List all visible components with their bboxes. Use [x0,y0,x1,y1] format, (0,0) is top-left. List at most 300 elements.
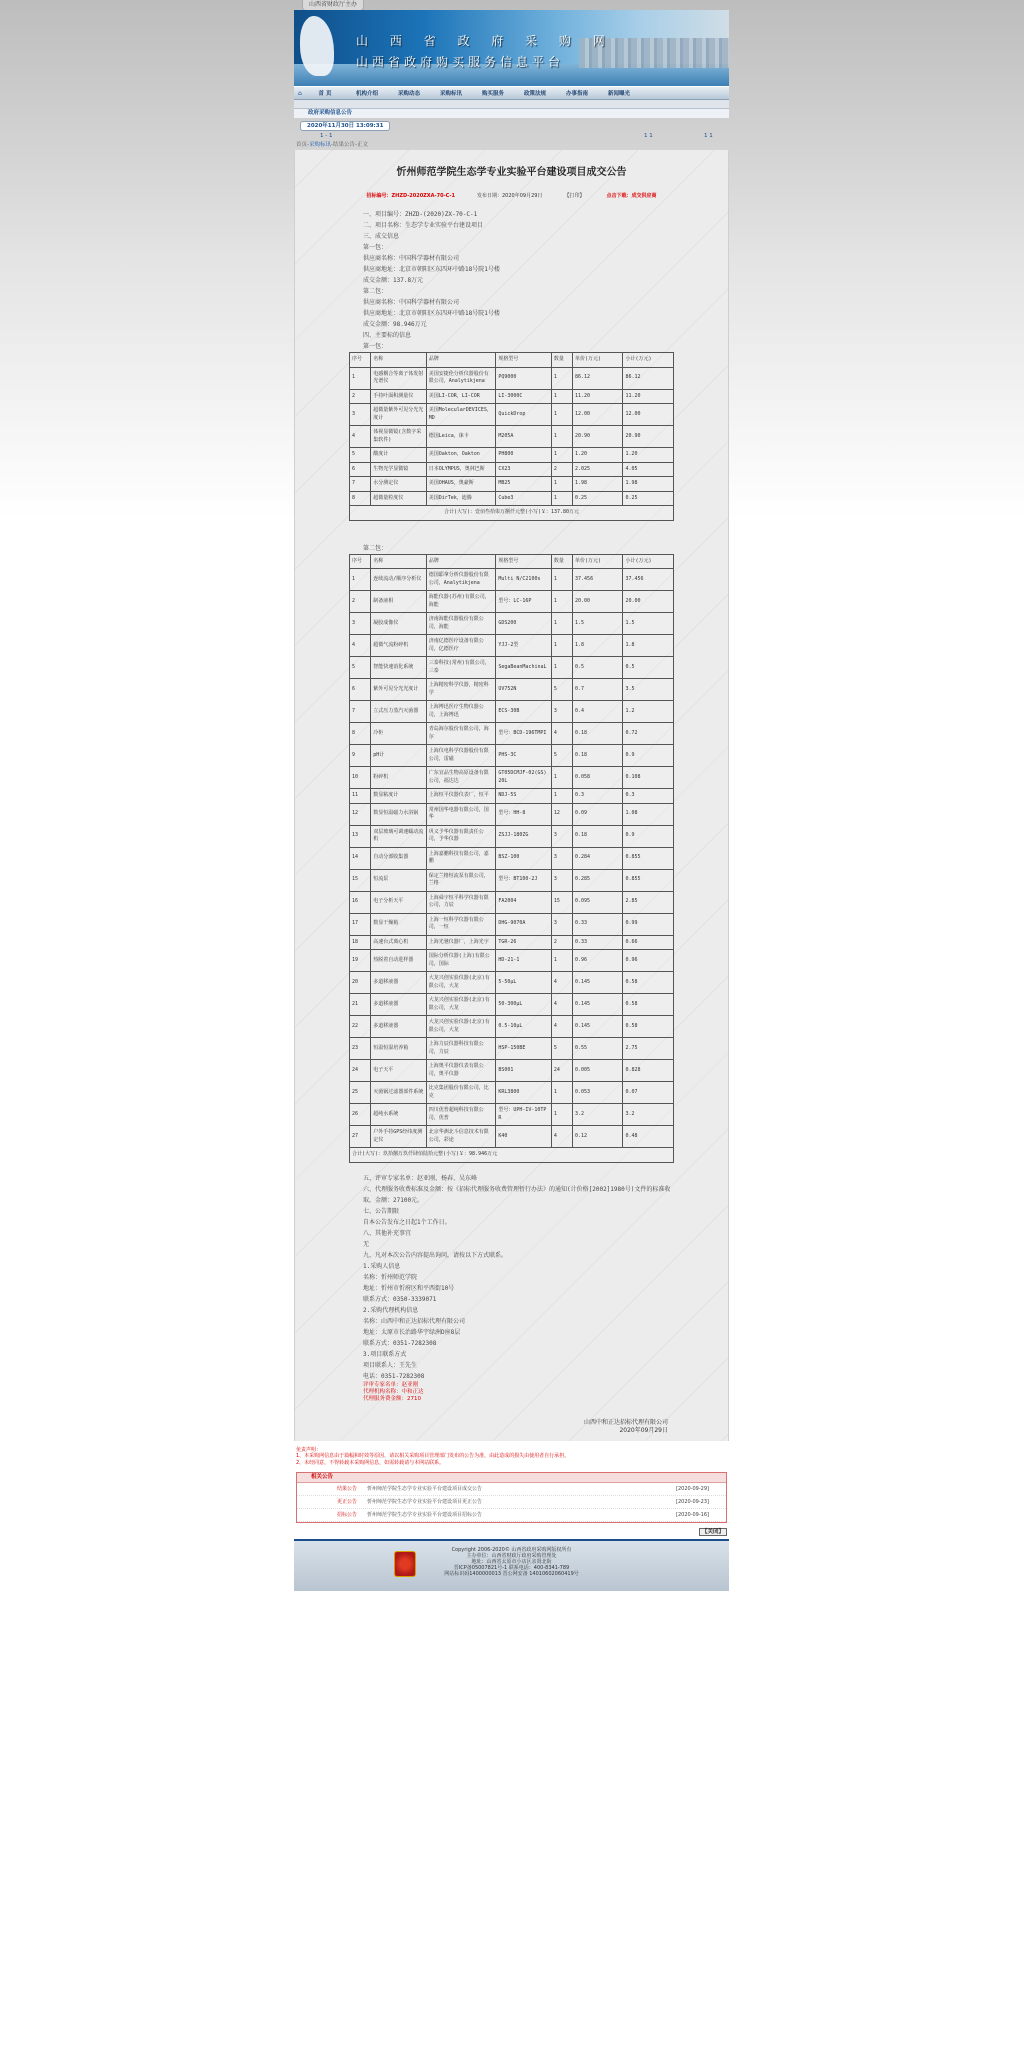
table-cell: 1.20 [573,448,623,463]
table-cell: 3 [551,847,572,869]
table-cell: 青岛海尔股份有限公司，海尔 [426,723,496,745]
table-cell: 0.855 [623,869,674,891]
table-cell: 6 [350,679,371,701]
table-cell: 16 [350,891,371,913]
pager-right[interactable]: 1 1 [704,133,713,139]
table-cell: 3 [551,701,572,723]
shanxi-map-icon [300,16,334,76]
table-cell: 济南海能仪器股份有限公司，海能 [426,613,496,635]
footer-line: Copyright 2006-2020© 山西省政府采购网版权所有 [451,1547,572,1553]
footer-line: 主办单位：山西省财政厅政府采购管理处 [466,1553,557,1559]
nav-about[interactable]: 机构介绍 [355,91,378,97]
table-cell: 20 [350,972,371,994]
section-line: 供应商名称：中国科学器材有限公司 [363,255,460,262]
table-header-cell: 名称 [371,554,427,569]
table-cell: 上海恒平仪器仪表厂，恒平 [426,789,496,804]
table-cell: 37.456 [623,569,674,591]
table-cell: 20.90 [623,426,674,448]
table-cell: Multi N/C2100s [496,569,552,591]
package2-label: 第二包： [363,544,388,552]
table-row [350,789,674,804]
table-cell: 1 [350,569,371,591]
table-cell: 0.4 [573,701,623,723]
table-cell: 1 [551,767,572,789]
table-cell: 20.90 [573,426,623,448]
table-cell: M205A [496,426,552,448]
project-number: 招标编号：ZHZD-2020ZXA-70-C-1 [366,193,455,199]
table-cell: 4 [551,994,572,1016]
related-title-link[interactable]: 忻州师范学院生态学专业实验平台建设项目成交公告 [367,1486,483,1492]
table-cell: 智能快速消化系统 [371,657,427,679]
table-cell: 0.96 [623,950,674,972]
table-cell: 0.33 [573,935,623,950]
table-cell: 12 [350,803,371,825]
table-cell: 连续流动/顺序分析仪 [371,569,427,591]
table-header-cell: 数量 [551,353,572,368]
table-cell: 多道移液器 [371,972,427,994]
top-bar [294,0,729,10]
section-line: 四、主要标的信息 [363,332,412,339]
table-cell: 0.9 [623,745,674,767]
table-cell: 0.25 [623,491,674,506]
table-cell: 1 [551,1104,572,1126]
table-cell: K40 [496,1126,552,1148]
table-cell: 14 [350,847,371,869]
table-cell: KRL3800 [496,1082,552,1104]
table-cell: 4 [551,723,572,745]
table-cell: 27 [350,1126,371,1148]
related-date: [2020-09-23] [676,1499,709,1505]
table-cell: 德国耶拿分析仪器股份有限公司，Analytikjena [426,569,496,591]
nav-news[interactable]: 采购动态 [397,91,420,97]
related-announcements [296,1472,727,1523]
table-header-cell: 序号 [350,353,371,368]
close-button[interactable]: 【关闭】 [699,1528,727,1536]
print-link[interactable]: 【打印】 [564,193,585,199]
table-cell: 自动分部收集器 [371,847,427,869]
table-cell: 多道移液器 [371,1016,427,1038]
table-cell: UV752N [496,679,552,701]
table-cell: CX23 [496,462,552,477]
section-line: 第一包： [363,343,388,350]
table-cell: 多道移液器 [371,994,427,1016]
table-cell: 紫外可见分光光度计 [371,679,427,701]
table-cell: 1 [551,1082,572,1104]
table-header-cell: 小计(万元) [623,554,674,569]
table-cell: 1 [551,613,572,635]
table-cell: SegaBeanMachinaL [496,657,552,679]
related-title-link[interactable]: 忻州师范学院生态学专业实验平台建设项目招标公告 [367,1512,483,1518]
table-cell: 1 [551,448,572,463]
footer-line: 地址：山西省太原市小店区亲贤北街 [471,1559,552,1565]
table-cell: 0.855 [623,847,674,869]
section-line: 供应商地址：北京市朝阳区东四环中路18号院1号楼 [363,266,500,273]
table-cell: 3 [551,869,572,891]
table-cell: 型号：UPH-IV-10TPR [496,1104,552,1126]
publish-date: 发布日期：2020年09月29日 [476,193,543,199]
section-line: 五、评审专家名单：赵亚刚、杨春、吴东峰 [363,1174,478,1182]
table-cell: 21 [350,994,371,1016]
section-line: 供应商地址：北京市朝阳区东四环中路18号院1号楼 [363,310,500,317]
table-cell: 2 [350,591,371,613]
table-cell: 电子天平 [371,1060,427,1082]
related-row[interactable] [297,1509,726,1522]
home-icon[interactable]: ⌂ [298,89,302,97]
table-cell: 1 [551,789,572,804]
table-cell: 1.20 [623,448,674,463]
table-row [350,591,674,613]
page-title: 忻州师范学院生态学专业实验平台建设项目成交公告 [396,167,627,178]
table-cell: 86.12 [573,367,623,389]
download-label[interactable]: 点击下载：成交供应商 [606,193,657,199]
table-cell: 1 [551,367,572,389]
table-row [350,389,674,404]
table-cell: 数显干燥箱 [371,913,427,935]
table-row [350,613,674,635]
table-row [350,701,674,723]
site-footer [294,1539,729,1591]
table-row [350,1126,674,1148]
table-cell: 大龙兴创实验仪器(北京)有限公司，大龙 [426,994,496,1016]
section-line: 六、代理服务收费标准及金额：按《招标代理服务收费管理暂行办法》的通知(计价格[2002]1980号)文件的标准收取，金额：27100元。 [363,1185,671,1204]
table-cell: 0.96 [573,950,623,972]
table-cell: 1.2 [623,701,674,723]
table-cell: 0.145 [573,994,623,1016]
table-row [350,426,674,448]
table-row [350,679,674,701]
table-cell: 1.5 [623,613,674,635]
table-cell: 4 [350,426,371,448]
table-cell: 体视显微镜(含数字采集软件) [371,426,427,448]
related-row[interactable] [297,1496,726,1509]
table-cell: 1 [551,657,572,679]
table-cell: 19 [350,950,371,972]
table-cell: 0.9 [623,825,674,847]
table-row [350,1082,674,1104]
table-cell: 恒温恒湿培养箱 [371,1038,427,1060]
section-line: 地址：太原市长治路华宇绿洲D座8层 [363,1328,461,1336]
page-wrapper [294,0,729,1591]
table-cell: 0.18 [573,723,623,745]
table-cell: 1 [551,635,572,657]
table-cell: 恒流泵 [371,869,427,891]
section-line: 自本公告发布之日起1个工作日。 [363,1218,451,1226]
table-cell: 11.20 [623,389,674,404]
table-cell: 2.75 [623,1038,674,1060]
disclaimer [294,1447,729,1467]
table-header-cell: 序号 [350,554,371,569]
table-cell: 0.095 [573,891,623,913]
table-cell: 上海奥平仪器仪表有限公司，奥平仪器 [426,1060,496,1082]
nav-exposure[interactable]: 新闻曝光 [607,91,630,97]
section-line: 九、凡对本次公告内容提出询问，请按以下方式联系。 [363,1251,508,1259]
table-cell: 广东宜品生物高原设备有限公司，福达达 [426,767,496,789]
table-cell: 生物光学显微镜 [371,462,427,477]
table-cell: 海能仪器(苏州)有限公司，海能 [426,591,496,613]
table-cell: 灭菌锅过滤器部件系统 [371,1082,427,1104]
table-cell: 大龙兴创实验仪器(北京)有限公司，大龙 [426,1016,496,1038]
table-cell: 上海力辰仪器科技有限公司，力辰 [426,1038,496,1060]
table-cell: 美国DirTek，迪腾 [426,491,496,506]
table-cell: 1.08 [623,803,674,825]
disclaimer-line: 免责声明： [296,1446,322,1453]
table-cell: 17 [350,913,371,935]
table-cell: 上海仪电科学仪器股份有限公司，雷磁 [426,745,496,767]
related-row[interactable] [297,1483,726,1496]
banner-title: 山 西 省 政 府 采 购 网 [356,34,614,48]
section-line: 成交金额：98.946万元 [363,321,427,328]
table-cell: 20.00 [573,591,623,613]
table-cell: 制备液相 [371,591,427,613]
table-header-cell: 单价(万元) [573,353,623,368]
table-cell: 0.07 [623,1082,674,1104]
table-cell: 18 [350,935,371,950]
related-header: 相关公告 [297,1473,726,1483]
table-cell: 5 [551,745,572,767]
table-cell: 双层玻璃可调速蠕动流机 [371,825,427,847]
table-cell: 0.58 [623,994,674,1016]
table-cell: 1 [551,950,572,972]
table-cell: 0.284 [573,847,623,869]
table-cell: 数显恒温磁力水浴锅 [371,803,427,825]
table-cell: 0.7 [573,679,623,701]
nav-bids[interactable]: 采购标讯 [439,91,462,97]
table-cell: 1 [551,426,572,448]
table-cell: 23 [350,1038,371,1060]
table-header-cell: 品牌 [426,353,496,368]
table-cell: FA2004 [496,891,552,913]
table-cell: 美国MolecularDEVICES，MD [426,404,496,426]
table-header-cell: 品牌 [426,554,496,569]
table-cell: QuickDrop [496,404,552,426]
table-cell: pH计 [371,745,427,767]
section-title: 政府采购信息公告 [294,109,729,118]
table-cell: 美国OHAUS，奥豪斯 [426,477,496,492]
section-line: 第二包： [363,288,388,295]
table-cell: 0.18 [573,745,623,767]
table-cell: 0.18 [573,825,623,847]
breadcrumb [294,141,729,150]
table-cell: 20.00 [623,591,674,613]
table-cell: NDJ-5S [496,789,552,804]
table-row [350,477,674,492]
table-header-cell: 规格型号 [496,353,552,368]
table-row [350,913,674,935]
table-cell: 3 [350,613,371,635]
section-line: 八、其他补充事宜 [363,1229,412,1237]
table-row [350,1038,674,1060]
host-tab[interactable]: 山西省财政厅主办 [302,0,364,11]
table-row [350,869,674,891]
related-title-link[interactable]: 忻州师范学院生态学专业实验平台建设项目更正公告 [367,1499,483,1505]
nav-divider [294,100,729,109]
table-cell: 2.85 [623,891,674,913]
nav-home[interactable]: 首 页 [318,91,332,97]
table-cell: 上海博迅医疗生物仪器公司，上海博迅 [426,701,496,723]
pager-mid[interactable]: 1 1 [644,133,653,139]
pager [294,131,729,141]
table-row [350,723,674,745]
table-cell: 0.005 [573,1060,623,1082]
table-cell: 型号：LC-16P [496,591,552,613]
footer-line: 晋ICP备05007821号-1 联系电话：400-8341-789 [453,1565,570,1571]
breadcrumb-link[interactable]: 采购标讯 [309,142,332,148]
pager-left[interactable]: 1 - 1 [320,133,333,139]
nav-policy[interactable]: 政策法规 [523,91,546,97]
table-cell: 比克集团股份有限公司，比克 [426,1082,496,1104]
table-cell: 常州国华电器有限公司，国华 [426,803,496,825]
table-cell: 0.053 [573,1082,623,1104]
table-cell: 8 [350,723,371,745]
table-cell: Cube3 [496,491,552,506]
table-cell: 1 [551,389,572,404]
main-nav [294,86,729,100]
table-cell: 0.5 [573,657,623,679]
table-cell: DHG-9070A [496,913,552,935]
date-display: 2020年11月30日 13:09:31 [300,121,390,131]
table-cell: 22 [350,1016,371,1038]
table-cell: 2.025 [573,462,623,477]
table-cell: 4 [551,1126,572,1148]
table-cell: TGR-26 [496,935,552,950]
table-cell: ECS-30B [496,701,552,723]
red-notes [363,1382,678,1403]
disclaimer-line: 2、未经同意，不得转载本采购网信息，如需转载请与本网站联系。 [296,1459,445,1466]
table-cell: 1.8 [573,635,623,657]
table-cell: 1.98 [573,477,623,492]
table-header-cell: 小计(万元) [623,353,674,368]
table-cell: 37.456 [573,569,623,591]
table-cell: 1 [551,477,572,492]
footer-line: 网站标识码1400000013 晋公网安备 14010602060419号 [444,1571,579,1577]
table-cell: 四川优普超纯科技有限公司，优普 [426,1104,496,1126]
table-cell: 大龙兴创实验仪器(北京)有限公司，大龙 [426,972,496,994]
table-total: 合计(大写)：壹佰叁拾柒万捌仟元整(小写)￥：137.80万元 [350,506,674,521]
table-row [350,657,674,679]
table-cell: 1 [551,569,572,591]
table-cell: 1 [551,491,572,506]
table-cell: 1 [551,404,572,426]
table-cell: 5 [350,448,371,463]
table-cell: HD-21-1 [496,950,552,972]
table-cell: 4.05 [623,462,674,477]
table-cell: 4 [551,972,572,994]
nav-guide[interactable]: 办事指南 [565,91,588,97]
table-cell: 0.25 [573,491,623,506]
table-cell: GT05DCMJF-02(GS)20L [496,767,552,789]
related-date: [2020-09-29] [676,1486,709,1492]
section-line: 名称：忻州师范学院 [363,1273,418,1281]
table-cell: 超微量紫外可见分光光度计 [371,404,427,426]
table-cell: 日本OLYMPUS，奥林巴斯 [426,462,496,477]
table-cell: 6 [350,462,371,477]
table-row [350,367,674,389]
table-row [350,404,674,426]
table-cell: 凝胶成像仪 [371,613,427,635]
table-cell: 4 [551,1016,572,1038]
table-cell: 24 [551,1060,572,1082]
table-cell: MB25 [496,477,552,492]
table-cell: 北京华测北斗信息技术有限公司，彩途 [426,1126,496,1148]
table-header-cell: 单价(万元) [573,554,623,569]
table-row [350,767,674,789]
table-cell: 0.828 [623,1060,674,1082]
table-cell: 12.00 [623,404,674,426]
table-cell: 15 [551,891,572,913]
table-cell: 0.3 [623,789,674,804]
section-list-2 [363,1173,678,1382]
section-line: 3.项目联系方式 [363,1350,407,1358]
table-cell: 11 [350,789,371,804]
table-cell: 上海嘉鹏科技有限公司，嘉鹏 [426,847,496,869]
table-cell: 水分测定仪 [371,477,427,492]
table-cell: 5 [350,657,371,679]
table-cell: PQ9000 [496,367,552,389]
table-cell: GDS200 [496,613,552,635]
table-cell: 酸度计 [371,448,427,463]
table-cell: 冷柜 [371,723,427,745]
table-cell: PH800 [496,448,552,463]
table-cell: 型号：BCD-196TMPI [496,723,552,745]
table-cell: 美国Oakton，Oakton [426,448,496,463]
table-total: 合计(大写)：玖拾捌万玖仟肆佰陆拾元整(小写)￥：98.946万元 [350,1148,674,1163]
section-line: 联系方式：0350-3339071 [363,1295,437,1303]
section-line: 第一包： [363,244,388,251]
breadcrumb-home[interactable]: 首页- [296,142,309,148]
table-row [350,745,674,767]
table-row [350,950,674,972]
table-cell: 0.48 [623,1126,674,1148]
table-cell: 0.058 [573,767,623,789]
table-cell: 86.12 [623,367,674,389]
table-cell: 户外手持GPS经纬度测定仪 [371,1126,427,1148]
table-cell: 巩义予华仪器有限责任公司，予华仪器 [426,825,496,847]
table-cell: 9 [350,745,371,767]
section-line: 七、公告期限 [363,1207,400,1215]
table-cell: 热脱着自动进样器 [371,950,427,972]
red-note: 代理机构名称：中和正达 [363,1388,424,1395]
close-bar [294,1525,729,1537]
table-cell: 国际分析仪器(上海)有限公司，国际 [426,950,496,972]
table-cell: 15 [350,869,371,891]
table-row [350,635,674,657]
table-header-row [350,353,674,368]
related-type: 招标公告 [336,1512,357,1518]
section-list-1 [363,209,678,352]
table-cell: 0.108 [623,767,674,789]
table-row [350,462,674,477]
section-line: 1.采购人信息 [363,1262,401,1270]
table-cell: 3.5 [623,679,674,701]
section-line: 电话：0351-7282308 [363,1372,425,1380]
table-row [350,1060,674,1082]
nav-services[interactable]: 购买服务 [481,91,504,97]
table-cell: 数显粘度计 [371,789,427,804]
table-cell: 0.09 [573,803,623,825]
section-line: 成交金额：137.8万元 [363,277,424,284]
table-cell: 5 [551,679,572,701]
table-cell: 保定兰格恒流泵有限公司，兰格 [426,869,496,891]
table-cell: 0.145 [573,972,623,994]
table-cell: LI-3000C [496,389,552,404]
table-row [350,972,674,994]
table-cell: BSZ-100 [496,847,552,869]
table-cell: 1.8 [623,635,674,657]
download-link [606,192,656,199]
table-cell: 上海光驰仪器厂，上海光宇 [426,935,496,950]
red-note: 评审专家名单：赵亚刚 [363,1381,419,1388]
breadcrumb-current: -结果公告-正文 [331,142,368,148]
